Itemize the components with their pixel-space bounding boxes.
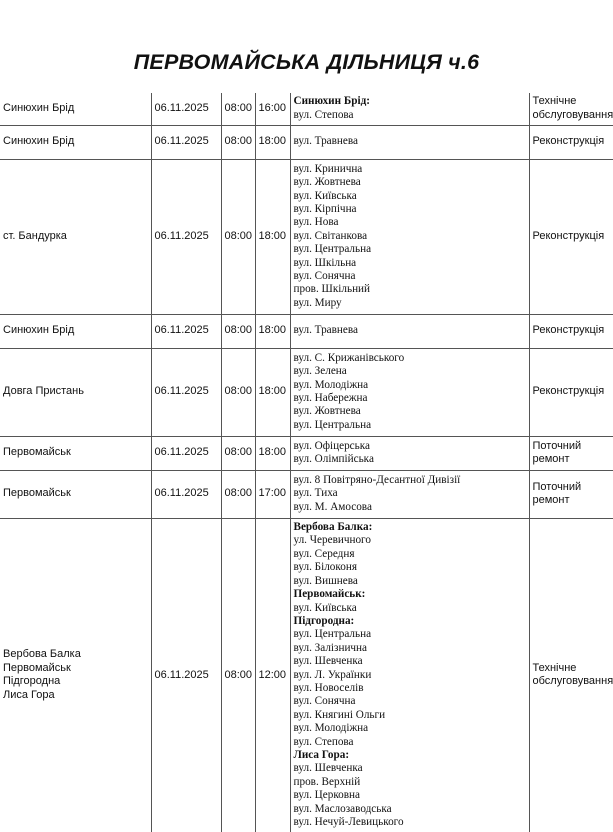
street-name: вул. Середня (293, 547, 355, 560)
street-name: вул. Степова (293, 735, 354, 748)
settlement-cell (0, 93, 151, 125)
date-cell: 06.11.2025 (151, 159, 221, 314)
street-name: вул. Молодіжна (293, 722, 369, 735)
table-row (0, 159, 613, 314)
streets-cell (290, 470, 529, 518)
settlement-name: Первомайськ (3, 487, 71, 500)
outage-schedule-table (0, 93, 613, 832)
street-name: вул. Церковна (293, 789, 361, 802)
street-name: вул. Степова (293, 108, 354, 121)
street-name: вул. Центральна (293, 243, 372, 256)
streets-cell (290, 125, 529, 159)
start-time-cell: 08:00 (221, 159, 255, 314)
table-body (0, 93, 613, 832)
work-type-cell: Реконструкція (529, 348, 613, 436)
street-name: вул. Залізнична (293, 641, 368, 654)
street-name: вул. Олімпійська (293, 453, 374, 465)
settlement-name: ст. Бандурка (3, 229, 67, 242)
streets-cell (290, 436, 529, 470)
table-row (0, 518, 613, 832)
street-name: вул. С. Крижанівського (293, 351, 405, 364)
settlement-cell (0, 125, 151, 159)
street-name: вул. Білоконя (293, 561, 357, 574)
end-time-cell: 12:00 (255, 518, 290, 832)
street-name: вул. 8 Повітряно-Десантної Дивізії (293, 473, 461, 486)
street-name: вул. Вишнева (293, 574, 358, 587)
date-cell: 06.11.2025 (151, 348, 221, 436)
street-name: вул. Тиха (293, 487, 338, 500)
end-time-cell: 16:00 (255, 93, 290, 125)
street-name: вул. Сонячна (293, 270, 356, 283)
street-name: вул. Шкільна (293, 256, 357, 269)
street-name: пров. Верхній (293, 775, 361, 788)
street-name: вул. Маслозаводська (293, 802, 392, 815)
street-name: вул. Жовтнева (293, 405, 361, 418)
date-cell: 06.11.2025 (151, 470, 221, 518)
street-name: вул. Травнева (293, 324, 358, 337)
work-type-cell: Поточний ремонт (529, 470, 613, 518)
street-name: вул. Шевченка (293, 762, 363, 775)
start-time-cell: 08:00 (221, 314, 255, 348)
settlement-name: Підгородна (3, 675, 61, 688)
street-name: вул. Нечуй-Левицького (293, 816, 404, 829)
streets-cell (290, 314, 529, 348)
settlement-cell (0, 470, 151, 518)
street-name: вул. Зелена (293, 365, 347, 378)
street-name: вул. Офіцерська (293, 439, 370, 452)
settlement-name: Первомайськ (3, 446, 71, 459)
street-name: вул. Світанкова (293, 229, 368, 242)
street-name: вул. Княгині Ольги (293, 708, 386, 721)
date-cell: 06.11.2025 (151, 436, 221, 470)
end-time-cell: 18:00 (255, 314, 290, 348)
street-name: вул. Київська (293, 189, 357, 202)
settlement-name: Лиса Гора (3, 688, 55, 701)
work-type-cell: Реконструкція (529, 159, 613, 314)
street-name: вул. Київська (293, 601, 357, 614)
street-name: вул. Шевченка (293, 655, 363, 668)
locality-heading: Первомайськ: (293, 588, 366, 601)
street-name: вул. Кірпічна (293, 202, 357, 215)
start-time-cell: 08:00 (221, 470, 255, 518)
start-time-cell: 08:00 (221, 348, 255, 436)
streets-cell (290, 159, 529, 314)
end-time-cell: 18:00 (255, 348, 290, 436)
street-name: пров. Шкільний (293, 283, 371, 296)
settlement-cell (0, 159, 151, 314)
work-type-cell: Поточний ремонт (529, 436, 613, 470)
settlement-name: Синюхин Брід (3, 102, 75, 115)
settlement-cell (0, 436, 151, 470)
settlement-name: Синюхин Брід (3, 135, 75, 148)
settlement-cell (0, 518, 151, 832)
work-type-cell: Технічне обслуговування (529, 518, 613, 832)
table-row (0, 93, 613, 125)
settlement-cell (0, 314, 151, 348)
date-cell: 06.11.2025 (151, 314, 221, 348)
end-time-cell: 18:00 (255, 159, 290, 314)
street-name: вул. Жовтнева (293, 176, 361, 189)
street-name: вул. Нова (293, 216, 339, 229)
table-row (0, 314, 613, 348)
table-row (0, 436, 613, 470)
street-name: вул. Набережна (293, 392, 368, 404)
street-name: вул. Кринична (293, 162, 363, 175)
streets-cell (290, 93, 529, 125)
settlement-name: Вербова Балка (3, 648, 81, 661)
work-type-cell: Технічне обслуговування (529, 93, 613, 125)
start-time-cell: 08:00 (221, 93, 255, 125)
settlement-cell (0, 348, 151, 436)
end-time-cell: 18:00 (255, 436, 290, 470)
locality-heading: Лиса Гора: (293, 748, 350, 761)
page-title: ПЕРВОМАЙСЬКА ДІЛЬНИЦЯ ч.6 (133, 50, 480, 74)
table-row (0, 125, 613, 159)
street-name: вул. Л. Українки (293, 668, 372, 681)
start-time-cell: 08:00 (221, 436, 255, 470)
locality-heading: Вербова Балка: (293, 521, 373, 534)
date-cell: 06.11.2025 (151, 125, 221, 159)
street-name: вул. Молодіжна (293, 378, 369, 391)
table-row (0, 348, 613, 436)
street-name: вул. Центральна (293, 418, 372, 431)
end-time-cell: 18:00 (255, 125, 290, 159)
start-time-cell: 08:00 (221, 125, 255, 159)
street-name: вул. Травнева (293, 135, 358, 148)
work-type-cell: Реконструкція (529, 314, 613, 348)
street-name: вул. Сонячна (293, 695, 356, 708)
street-name: вул. М. Амосова (293, 500, 372, 513)
streets-cell (290, 348, 529, 436)
table-row (0, 470, 613, 518)
start-time-cell: 08:00 (221, 518, 255, 832)
date-cell: 06.11.2025 (151, 518, 221, 832)
street-name: вул. Миру (293, 296, 342, 309)
settlement-name: Довга Пристань (3, 385, 84, 398)
street-name: ул. Черевичного (293, 534, 371, 547)
locality-heading: Підгородна: (293, 614, 355, 627)
work-type-cell: Реконструкція (529, 125, 613, 159)
locality-heading: Синюхин Брід: (293, 95, 370, 108)
street-name: вул. Центральна (293, 628, 372, 641)
settlement-name: Синюхин Брід (3, 324, 75, 337)
end-time-cell: 17:00 (255, 470, 290, 518)
streets-cell (290, 518, 529, 832)
date-cell: 06.11.2025 (151, 93, 221, 125)
settlement-name: Первомайськ (3, 661, 71, 674)
street-name: вул. Новоселів (293, 681, 364, 694)
